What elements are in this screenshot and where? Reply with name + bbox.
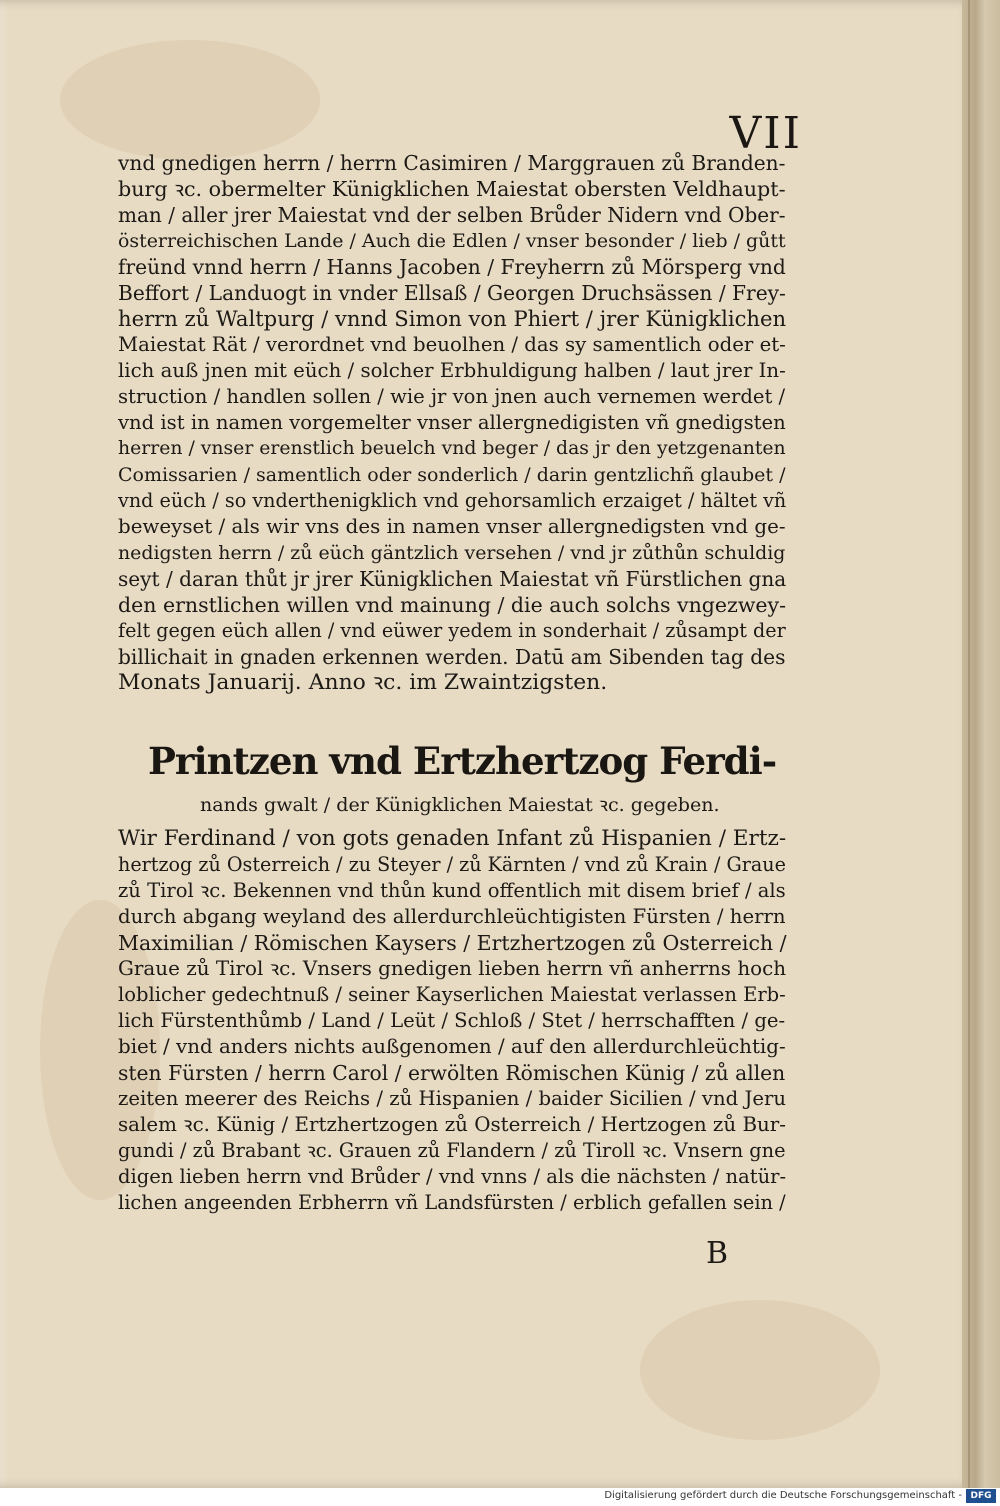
text-line: nedigsten herrn / zů eüch gäntzlich versehen / vnd jr zůthůn schuldig	[118, 542, 786, 564]
page-edge	[962, 0, 1000, 1488]
text-line: hertzog zů Osterreich / zu Steyer / zů Kärnten / vnd zů Krain / Graue	[118, 853, 786, 876]
text-line: den ernstlichen willen vnd mainung / die auch solchs vngezwey-	[118, 593, 787, 617]
text-line: zeiten meerer des Reichs / zů Hispanien / baider Sicilien / vnd Jeru	[118, 1087, 786, 1110]
text-line: sten Fürsten / herrn Carol / erwölten Römischen Künig / zů allen	[118, 1061, 786, 1085]
signature-mark: B	[706, 1236, 729, 1271]
body-text-block-1	[118, 150, 790, 696]
text-line: vnd eüch / so vnderthenigklich vnd gehorsamlich erzaiget / hältet vñ	[118, 489, 787, 512]
text-line: burg ꝛc. obermelter Künigklichen Maiestat obersten Veldhaupt-	[118, 177, 786, 201]
text-line: billichait in gnaden erkennen werden. Datū am Sibenden tag des	[118, 645, 786, 669]
text-line: lich auß jnen mit eüch / solcher Erbhuldigung halben / laut jrer In-	[118, 359, 786, 382]
text-line: salem ꝛc. Künig / Ertzhertzogen zů Osterreich / Hertzogen zů Bur-	[118, 1113, 786, 1136]
dfg-logo: DFG	[966, 1489, 996, 1503]
text-line: Comissarien / samentlich oder sonderlich / darin gentzlichñ glaubet /	[118, 464, 786, 486]
folio-number: VII	[729, 108, 802, 159]
text-line: herrn zů Waltpurg / vnnd Simon von Phiert / jrer Künigklichen	[118, 306, 787, 331]
text-line: vnd ist in namen vorgemelter vnser allergnedigisten vñ gnedigsten	[118, 411, 786, 434]
text-line: biet / vnd anders nichts außgenomen / auf den allerdurchleüchtig-	[118, 1035, 786, 1058]
text-line: Maximilian / Römischen Kaysers / Ertzhertzogen zů Osterreich /	[118, 931, 787, 955]
text-line: gundi / zů Brabant ꝛc. Grauen zů Flandern / zů Tiroll ꝛc. Vnsern gne	[118, 1139, 786, 1162]
text-line: freünd vnnd herrn / Hanns Jacoben / Freyherrn zů Mörsperg vnd	[118, 255, 786, 279]
text-line: lichen angeenden Erbherrn vñ Landsfürsten / erblich gefallen sein /	[118, 1191, 786, 1214]
text-line: österreichischen Lande / Auch die Edlen / vnser besonder / lieb / gůtt	[118, 230, 786, 252]
text-line: zů Tirol ꝛc. Bekennen vnd thůn kund offentlich mit disem brief / als	[118, 879, 786, 902]
text-line: lich Fürstenthůmb / Land / Leüt / Schloß / Stet / herrschafften / ge-	[118, 1009, 786, 1032]
text-line: herren / vnser erenstlich beuelch vnd beger / das jr den yetzgenanten	[118, 438, 786, 459]
text-line: durch abgang weyland des allerdurchleüchtigisten Fürsten / herrn	[118, 905, 786, 928]
text-line: vnd gnedigen herrn / herrn Casimiren / Marggrauen zů Branden-	[118, 151, 786, 175]
text-line: Monats Januarij. Anno ꝛc. im Zwaintzigsten.	[118, 670, 608, 695]
text-line: felt gegen eüch allen / vnd eüwer yedem in sonderhait / zůsampt der	[118, 619, 786, 642]
text-line: Maiestat Rät / verordnet vnd beuolhen / das sy samentlich oder et-	[118, 333, 786, 356]
section-subheading: nands gwalt / der Künigklichen Maiestat ꝛc. gegeben.	[200, 794, 720, 816]
digitization-credit: Digitalisierung gefördert durch die Deutsche Forschungsgemeinschaft -	[604, 1490, 962, 1501]
text-line: loblicher gedechtnuß / seiner Kayserlichen Maiestat verlassen Erb-	[118, 983, 786, 1006]
text-line: Graue zů Tirol ꝛc. Vnsers gnedigen lieben herrn vñ anherrns hoch	[118, 957, 787, 980]
text-line: beweyset / als wir vns des in namen vnser allergnedigsten vnd ge-	[118, 515, 786, 538]
text-line: digen lieben herrn vnd Brůder / vnd vnns / als die nächsten / natür-	[118, 1165, 787, 1188]
text-line: man / aller jrer Maiestat vnd der selben Brůder Nidern vnd Ober-	[118, 203, 786, 227]
text-line: seyt / daran thůt jr jrer Künigklichen Maiestat vñ Fürstlichen gna	[118, 567, 787, 591]
text-line: Wir Ferdinand / von gots genaden Infant zů Hispanien / Ertz-	[118, 826, 787, 851]
text-line: Beffort / Landuogt in vnder Ellsaß / Georgen Druchsässen / Frey-	[118, 281, 786, 305]
body-text-block-2	[118, 826, 790, 1216]
section-heading: Printzen vnd Ertzhertzog Ferdi-	[148, 739, 777, 783]
text-line: struction / handlen sollen / wie jr von jnen auch vernemen werdet /	[118, 385, 786, 408]
